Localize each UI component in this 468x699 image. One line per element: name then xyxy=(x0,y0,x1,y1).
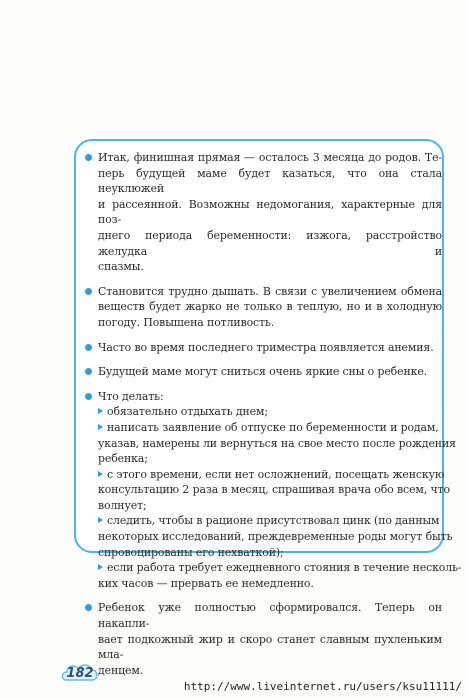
sub-item xyxy=(98,404,442,420)
text-line: следить, чтобы в рационе присутствовал цинк (по данным xyxy=(107,514,440,528)
text-line: волнует; xyxy=(98,498,147,512)
triangle-bullet-icon xyxy=(98,564,103,570)
text-line: спазмы. xyxy=(98,260,144,274)
text-line: денцем. xyxy=(98,663,144,677)
bullet-icon xyxy=(85,154,92,161)
bullet-icon xyxy=(85,344,92,351)
text-line: указав, намерены ли вернуться на свое место после рождения xyxy=(98,436,456,450)
list-item xyxy=(86,389,462,592)
page-number-text: 182 xyxy=(66,666,94,681)
watermark-url: http://www.liveinternet.ru/users/ksu11111/ xyxy=(183,680,462,693)
page-number xyxy=(60,660,100,686)
triangle-bullet-icon xyxy=(98,424,103,430)
text-line: написать заявление об отпуске по беременности и родам, xyxy=(107,420,439,434)
triangle-bullet-icon xyxy=(98,471,103,477)
sub-item xyxy=(98,560,462,576)
text-line: Итак, финишная прямая — осталось 3 месяца до родов. Те- xyxy=(98,151,442,164)
text-line: обязательно отдыхать днем; xyxy=(107,405,268,419)
list-item xyxy=(86,364,442,380)
text-line: и рассеянной. Возможны недомогания, характерные для поз- xyxy=(98,197,442,227)
text-line: ребенка; xyxy=(98,452,148,466)
bullet-icon xyxy=(85,368,92,375)
list-item xyxy=(86,600,442,678)
list-item xyxy=(86,150,442,275)
text-line: погоду. Повышена потливость. xyxy=(98,315,275,329)
text-line: консультацию 2 раза в месяц, спрашивая врача обо всем, что xyxy=(98,483,450,497)
text-line: перь будущей маме будет казаться, что она стала неуклюжей xyxy=(98,166,442,196)
text-line: с этого времени, если нет осложнений, посещать женскую xyxy=(107,467,445,481)
text-line: некоторых исследований, преждевременные роды могут быть xyxy=(98,530,453,544)
list-item xyxy=(86,284,442,331)
sub-item xyxy=(98,467,445,483)
text-line: Становится трудно дышать. В связи с увеличением обмена xyxy=(98,284,442,298)
text-line: если работа требует ежедневного стояния в течение несколь- xyxy=(107,561,462,575)
text-line: ких часов — прервать ее немедленно. xyxy=(98,576,314,590)
bullet-icon xyxy=(85,604,92,611)
text-line: Часто во время последнего триместра появляется анемия. xyxy=(98,340,434,354)
text-line: днего периода беременности: изжога, расстройство желудка и xyxy=(98,228,442,258)
triangle-bullet-icon xyxy=(98,517,103,523)
triangle-bullet-icon xyxy=(98,408,103,414)
text-line: Что делать: xyxy=(98,389,164,403)
text-line: Будущей маме могут сниться очень яркие сны о ребенке. xyxy=(98,365,428,379)
bullet-icon xyxy=(85,393,92,400)
text-line: Ребенок уже полностью сформировался. Теперь он накапли- xyxy=(98,601,442,631)
text-line: веществ будет жарко не только в теплую, но и в холодную xyxy=(98,300,442,314)
sub-item xyxy=(98,420,442,436)
sub-item xyxy=(98,513,442,529)
bullet-icon xyxy=(85,288,92,295)
list-item xyxy=(86,340,442,356)
text-line: спровоцированы его нехваткой); xyxy=(98,545,284,559)
text-line: вает подкожный жир и скоро станет славным пухленьким мла- xyxy=(98,632,442,662)
